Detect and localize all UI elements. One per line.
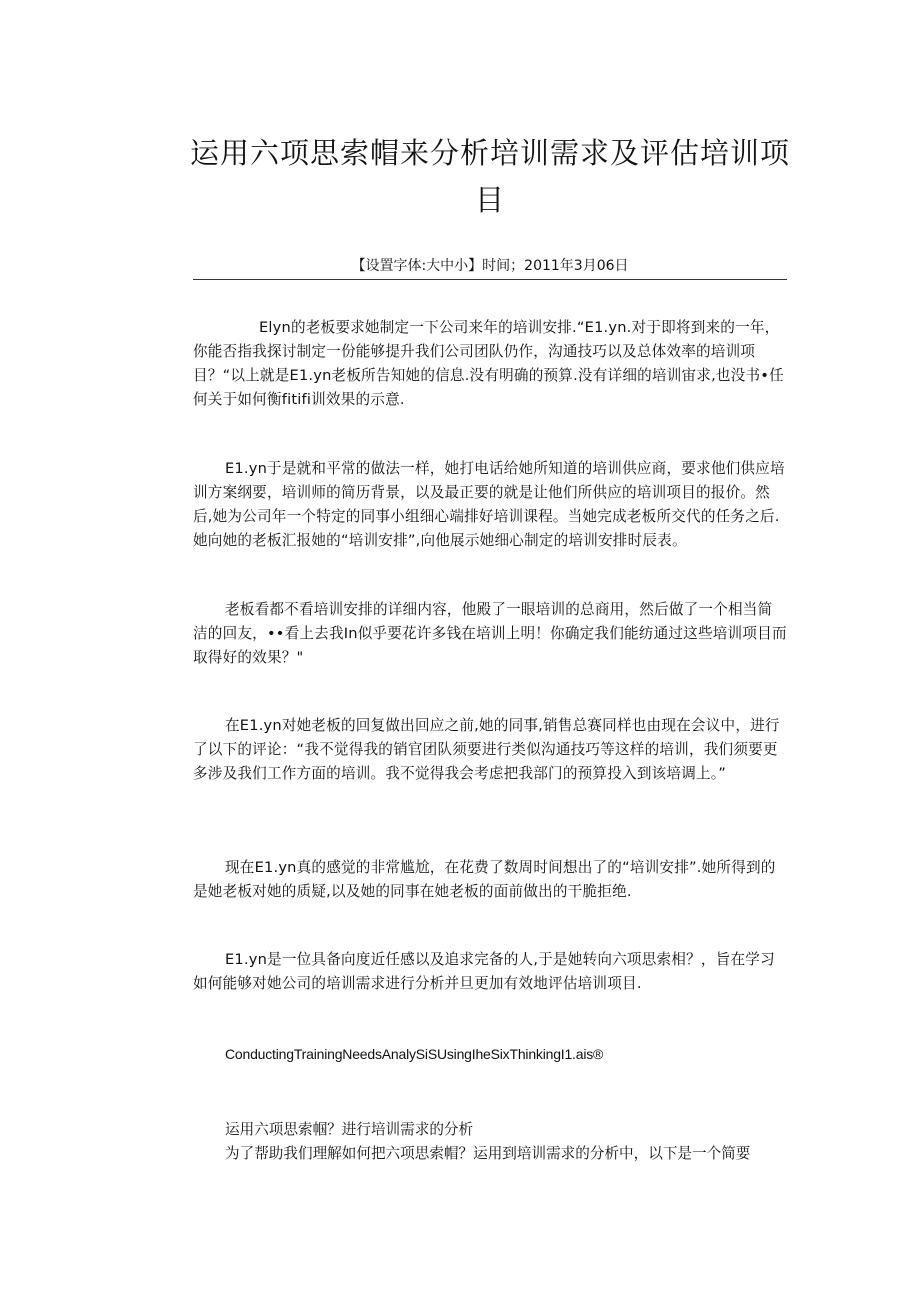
paragraph-2: E1.yn于是就和平常的做法一样，她打电话给她所知道的培训供应商，要求他们供应培训方案纲要，培训师的简历背景，以及最正要的就是让他们所供应的培训项目的报价。然后,她为公司年一个特定的同事小组细心端排好培训课程。当她完成老板所交代的任务之后.她向她的老板汇报她的“培训安排”,向他展示她细心制定的培训安排时辰表。 — [193, 460, 785, 549]
paragraph-3: 老板看都不看培训安排的详细内容，他殿了一眼培训的总商用，然后做了一个相当简洁的回友，••看上去我In似乎要花许多钱在培训上明！你确定我们能纺通过这些培训项目而取得好的效果？" — [193, 601, 787, 666]
header-divider — [193, 279, 787, 280]
font-size-date-line: 【设置字体:大中小】时间；2011年3月06日 — [351, 258, 629, 274]
paragraph-4: 在E1.yn对她老板的回复做出回应之前,她的同事,销售总赛同样也由现在会议中，进行了以下的评论：“我不觉得我的销官团队须要进行类似沟通技巧等这样的培训，我们须要更多涉及我们工作方面的培训。我不觉得我会考虑把我部门的预算投入到该培调上。” — [193, 717, 780, 782]
english-title-line: ConductingTrainingNeedsAnalySiSUsingIheSixThinkingI1.ais® — [225, 1046, 604, 1062]
paragraph-6: E1.yn是一位具备向度近任感以及追求完备的人,于是她转向六项思索相？，旨在学习如何能够对她公司的培训需求进行分析并旦更加有效地评估培训项目. — [193, 951, 775, 992]
paragraph-1: Elyn的老板要求她制定一下公司来年的培训安排.“E1.yn.对于即将到来的一年，你能否指我探讨制定一份能够提升我们公司团队仍作，沟通技巧以及总体效率的培训项目？“以上就是E1.yn老板所告知她的信息.没有明确的预算.没有详细的培训宙求,也没书•任何关于如何衡fitifi训效果的示意. — [193, 319, 784, 408]
section-heading: 运用六项思索帼？进行培训需求的分析 — [225, 1121, 474, 1138]
document-title: 运用六项思索帽来分析培训需求及评估培训项目 — [190, 136, 791, 217]
section-intro: 为了帮助我们理解如何把六项思索帽？运用到培训需求的分析中，以下是一个简要 — [225, 1145, 751, 1162]
paragraph-5: 现在E1.yn真的感觉的非常尴尬，在花费了数周时间想出了的“培训安排”.她所得到的是她老板对她的质疑,以及她的同事在她老板的面前做出的干脆拒绝. — [193, 859, 776, 900]
